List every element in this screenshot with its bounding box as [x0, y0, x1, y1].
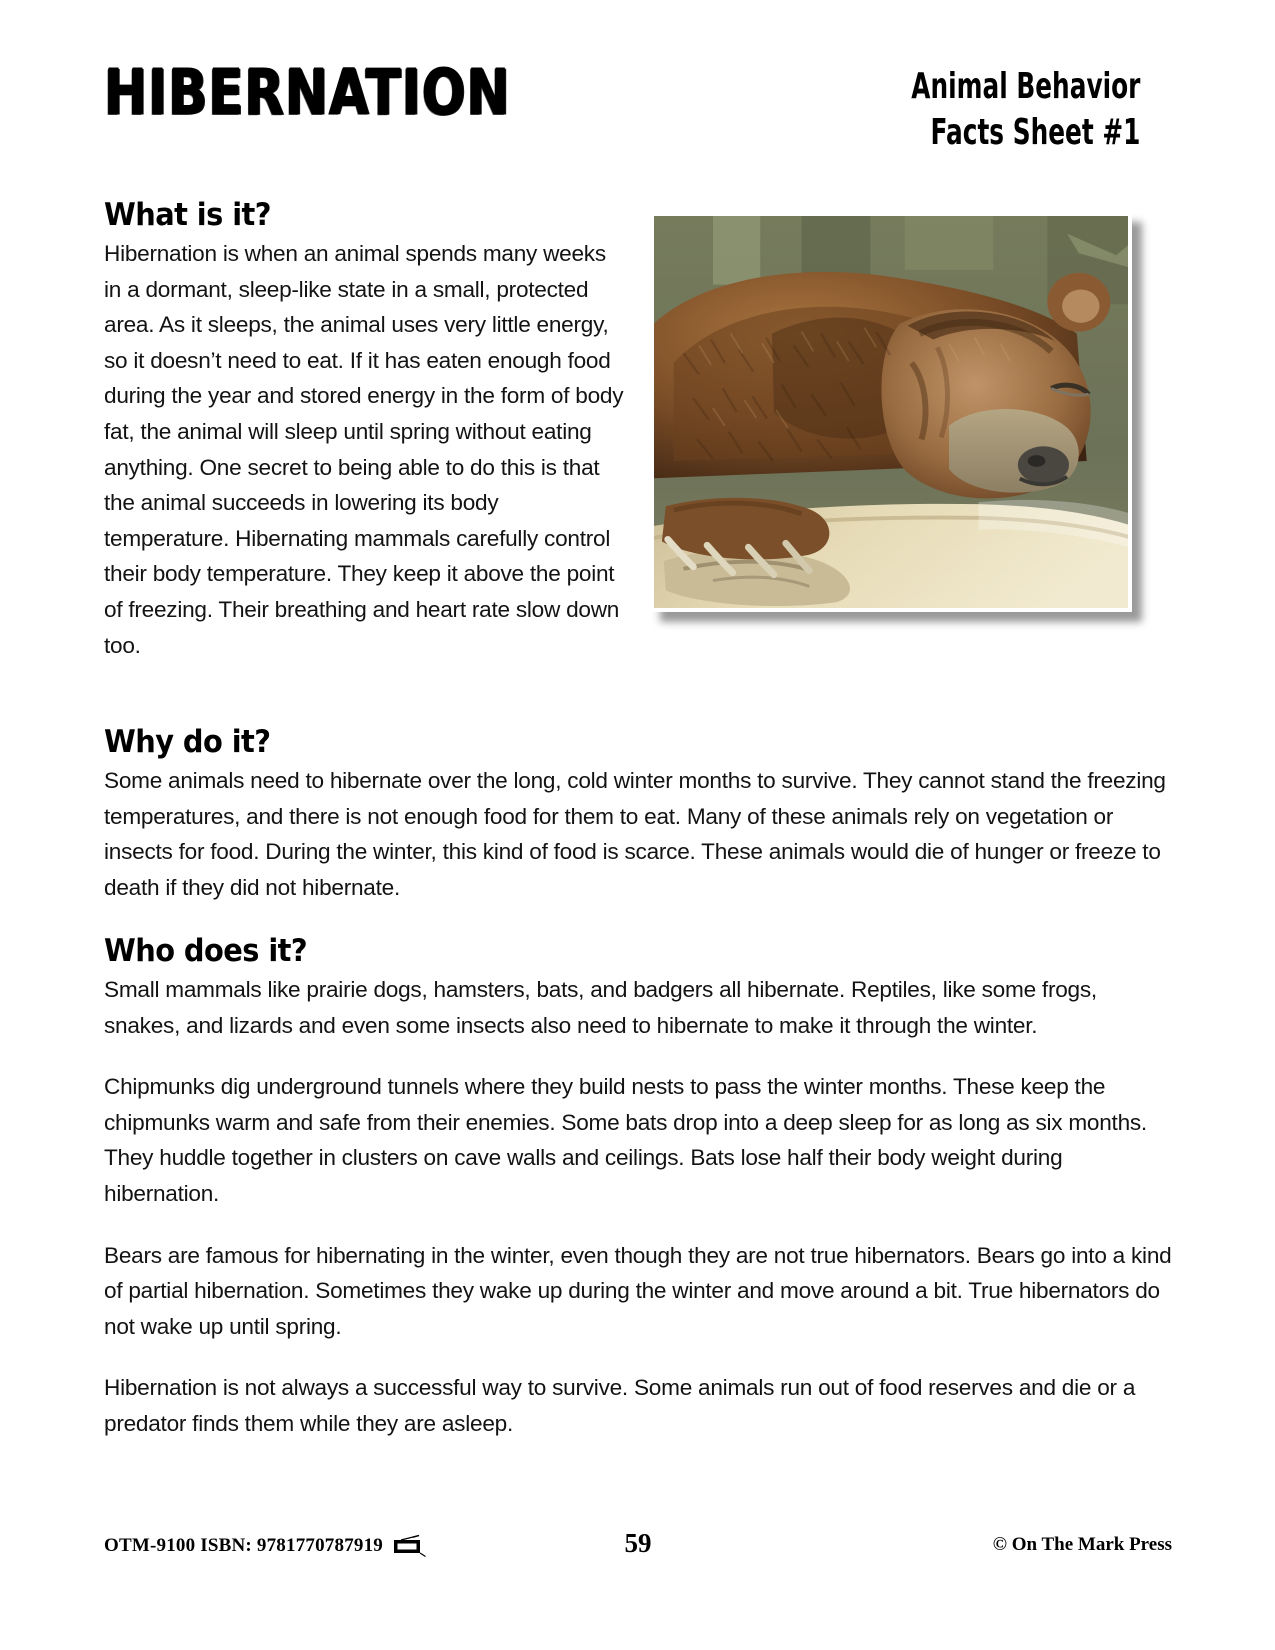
series-title: Animal Behavior: [910, 66, 1140, 108]
section-what-is-it: [104, 196, 627, 663]
bear-photo-illustration: [654, 216, 1128, 608]
section-heading-who: Who does it?: [104, 933, 308, 969]
footer-copyright: © On The Mark Press: [992, 1534, 1172, 1555]
paragraph-who-1: Small mammals like prairie dogs, hamsters, bats, and badgers all hibernate. Reptiles, like some frogs, snakes, and lizards and even some insects also need to hibernate to make it through the winter.: [104, 977, 1097, 1038]
page-footer: [104, 1528, 1172, 1568]
page-number: 59: [624, 1528, 652, 1558]
paragraph-who-3: Bears are famous for hibernating in the winter, even though they are not true hibernators. Bears go into a kind of partial hibernation. Sometimes they wake up during the winter and move around a bit. True hibernators do not wake up until spring.: [104, 1242, 1172, 1339]
paragraph-who-4: Hibernation is not always a successful way to survive. Some animals run out of food reserves and die or a predator finds them while they are asleep.: [104, 1375, 1136, 1436]
sheet-number: Facts Sheet #1: [930, 111, 1140, 153]
paragraph-who-2: Chipmunks dig underground tunnels where they build nests to pass the winter months. These keep the chipmunks warm and safe from their enemies. Some bats drop into a deep sleep for as long as six months. They huddle together in clusters on cave walls and ceilings. Bats lose half their body weight during hibernation.: [104, 1074, 1147, 1206]
paragraph-why-1: Some animals need to hibernate over the long, cold winter months to survive. They cannot stand the freezing temperatures, and there is not enough food for them to eat. Many of these animals rely on vegetation or insects for food. During the winter, this kind of food is scarce. These animals would die of hunger or freeze to death if they did not hibernate.: [104, 768, 1166, 900]
bear-photo-figure: [650, 212, 1132, 612]
section-heading-what: What is it?: [104, 197, 271, 233]
footer-product-code: OTM-9100 ISBN: 9781770787919: [104, 1535, 383, 1556]
paragraph-what-1: Hibernation is when an animal spends many weeks in a dormant, sleep-like state in a small, protected area. As it sleeps, the animal uses very little energy, so it doesn’t need to eat. If it has eaten enough food during the year and stored energy in the form of body fat, the animal will sleep until spring without eating anything. One secret to being able to do this is that the animal succeeds in lowering its body temperature. Hibernating mammals carefully control their body temperature. They keep it above the point of freezing. Their breathing and heart rate slow down too.: [104, 241, 624, 658]
section-why-do-it: [104, 723, 1172, 905]
section-heading-why: Why do it?: [104, 724, 271, 760]
page-title: HIBERNATION: [104, 57, 511, 130]
bear-photo: [650, 212, 1132, 612]
section-who-does-it: [104, 932, 1172, 1442]
header-series-block: [911, 64, 1140, 155]
page-header: [0, 0, 1275, 175]
